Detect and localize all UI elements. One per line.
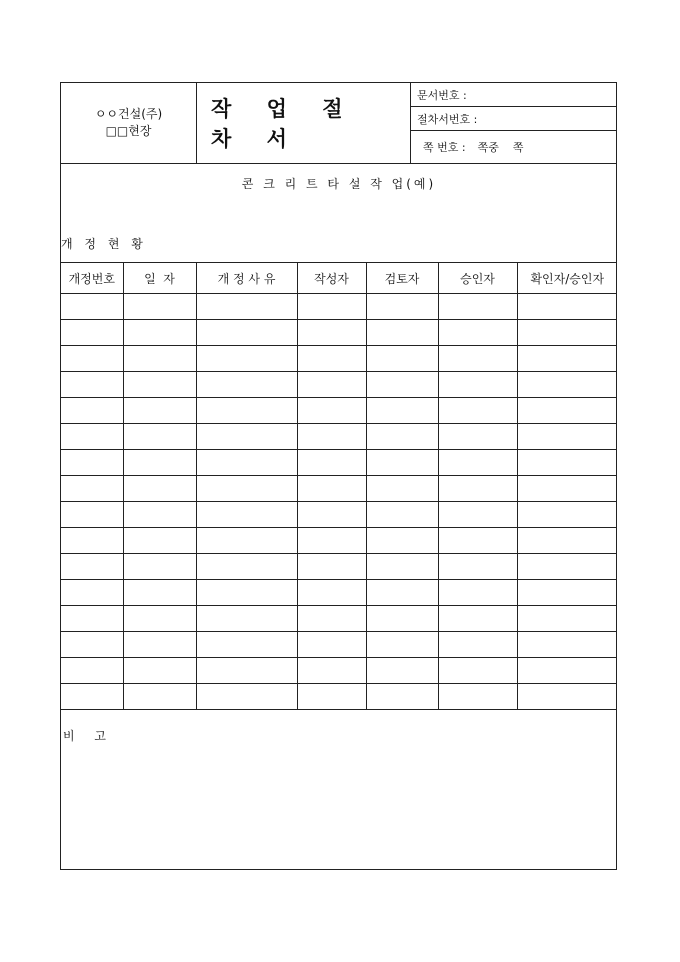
table-cell[interactable]: [438, 580, 517, 606]
table-row: [61, 424, 617, 450]
table-row: [61, 476, 617, 502]
table-cell[interactable]: [438, 424, 517, 450]
table-cell[interactable]: [123, 632, 196, 658]
table-row: [61, 632, 617, 658]
table-cell[interactable]: [123, 476, 196, 502]
table-cell[interactable]: [517, 320, 617, 346]
table-cell[interactable]: [123, 398, 196, 424]
table-cell[interactable]: [366, 424, 438, 450]
table-cell[interactable]: [297, 424, 366, 450]
table-cell[interactable]: [517, 606, 617, 632]
table-cell[interactable]: [61, 450, 123, 476]
column-header: 개 정 사 유: [196, 263, 297, 294]
table-cell[interactable]: [297, 502, 366, 528]
header-divider: [61, 163, 617, 164]
table-cell[interactable]: [366, 320, 438, 346]
table-row: [61, 346, 617, 372]
table-cell[interactable]: [517, 684, 617, 710]
table-row: [61, 658, 617, 684]
table-cell[interactable]: [61, 580, 123, 606]
table-cell[interactable]: [61, 476, 123, 502]
table-cell[interactable]: [517, 502, 617, 528]
table-cell[interactable]: [61, 320, 123, 346]
table-row: [61, 398, 617, 424]
table-cell[interactable]: [438, 528, 517, 554]
table-cell[interactable]: [438, 294, 517, 320]
table-cell[interactable]: [438, 632, 517, 658]
table-cell[interactable]: [366, 632, 438, 658]
table-cell[interactable]: [517, 372, 617, 398]
table-cell[interactable]: [517, 346, 617, 372]
table-cell[interactable]: [61, 372, 123, 398]
table-cell[interactable]: [196, 346, 297, 372]
table-cell[interactable]: [366, 294, 438, 320]
table-cell[interactable]: [61, 632, 123, 658]
table-cell[interactable]: [438, 320, 517, 346]
table-cell[interactable]: [61, 684, 123, 710]
table-cell[interactable]: [366, 502, 438, 528]
table-row: [61, 372, 617, 398]
table-cell[interactable]: [123, 320, 196, 346]
table-cell[interactable]: [61, 346, 123, 372]
table-cell[interactable]: [517, 658, 617, 684]
table-cell[interactable]: [297, 476, 366, 502]
revision-table-header: [61, 263, 617, 294]
document-title: 작 업 절 차 서: [197, 83, 411, 163]
table-cell[interactable]: [196, 476, 297, 502]
table-cell[interactable]: [61, 294, 123, 320]
column-header: 개정번호: [61, 263, 123, 294]
table-cell[interactable]: [196, 606, 297, 632]
table-row: [61, 528, 617, 554]
table-cell[interactable]: [297, 632, 366, 658]
company-name: ㅇㅇ건설(주): [94, 107, 163, 121]
table-cell[interactable]: [61, 606, 123, 632]
table-cell[interactable]: [366, 476, 438, 502]
table-cell[interactable]: [366, 684, 438, 710]
table-cell[interactable]: [61, 554, 123, 580]
table-cell[interactable]: [123, 346, 196, 372]
table-cell[interactable]: [438, 398, 517, 424]
table-cell[interactable]: [366, 554, 438, 580]
table-cell[interactable]: [517, 476, 617, 502]
table-cell[interactable]: [366, 580, 438, 606]
table-cell[interactable]: [123, 554, 196, 580]
table-cell[interactable]: [297, 450, 366, 476]
table-cell[interactable]: [297, 528, 366, 554]
table-cell[interactable]: [366, 398, 438, 424]
site-name: □□현장: [105, 124, 152, 138]
table-cell[interactable]: [517, 398, 617, 424]
table-cell[interactable]: [123, 450, 196, 476]
table-cell[interactable]: [123, 580, 196, 606]
table-cell[interactable]: [366, 346, 438, 372]
table-cell[interactable]: [438, 554, 517, 580]
table-cell[interactable]: [517, 528, 617, 554]
table-row: [61, 684, 617, 710]
table-cell[interactable]: [438, 450, 517, 476]
table-cell[interactable]: [297, 320, 366, 346]
table-cell[interactable]: [196, 554, 297, 580]
table-cell[interactable]: [366, 606, 438, 632]
procedure-number-field[interactable]: 절차서번호 :: [411, 107, 617, 131]
table-cell[interactable]: [297, 294, 366, 320]
table-cell[interactable]: [123, 658, 196, 684]
table-row: [61, 580, 617, 606]
table-cell[interactable]: [438, 372, 517, 398]
revision-table: [61, 262, 617, 710]
table-cell[interactable]: [61, 424, 123, 450]
table-cell[interactable]: [297, 372, 366, 398]
column-header: 검토자: [366, 263, 438, 294]
table-cell[interactable]: [196, 372, 297, 398]
table-row: [61, 450, 617, 476]
table-cell[interactable]: [366, 528, 438, 554]
column-header: 승인자: [438, 263, 517, 294]
page-number-label: 쪽 번호 :: [423, 141, 466, 154]
table-cell[interactable]: [196, 320, 297, 346]
table-cell[interactable]: [297, 658, 366, 684]
table-cell[interactable]: [196, 398, 297, 424]
table-cell[interactable]: [123, 606, 196, 632]
table-cell[interactable]: [123, 528, 196, 554]
table-cell[interactable]: [123, 424, 196, 450]
table-cell[interactable]: [517, 424, 617, 450]
table-cell[interactable]: [196, 294, 297, 320]
table-cell[interactable]: [196, 684, 297, 710]
table-cell[interactable]: [123, 502, 196, 528]
table-cell[interactable]: [123, 372, 196, 398]
table-cell[interactable]: [61, 398, 123, 424]
table-cell[interactable]: [61, 502, 123, 528]
table-cell[interactable]: [517, 580, 617, 606]
column-header: 일 자: [123, 263, 196, 294]
table-cell[interactable]: [366, 658, 438, 684]
table-cell[interactable]: [366, 372, 438, 398]
table-row: [61, 554, 617, 580]
doc-number-field[interactable]: 문서번호 :: [411, 83, 617, 107]
table-cell[interactable]: [196, 632, 297, 658]
table-cell[interactable]: [438, 658, 517, 684]
work-subtitle: 콘 크 리 트 타 설 작 업(예): [241, 177, 437, 191]
table-cell[interactable]: [438, 684, 517, 710]
table-cell[interactable]: [196, 424, 297, 450]
table-cell[interactable]: [517, 632, 617, 658]
table-cell[interactable]: [366, 450, 438, 476]
procedure-document-form: [60, 82, 617, 870]
table-cell[interactable]: [438, 346, 517, 372]
table-cell[interactable]: [297, 580, 366, 606]
company-block: [61, 83, 197, 163]
table-cell[interactable]: [196, 450, 297, 476]
table-row: [61, 294, 617, 320]
table-cell[interactable]: [196, 528, 297, 554]
revision-status-heading: 개 정 현 황: [61, 237, 147, 251]
table-row: [61, 606, 617, 632]
table-cell[interactable]: [517, 294, 617, 320]
table-cell[interactable]: [517, 450, 617, 476]
table-row: [61, 320, 617, 346]
table-cell[interactable]: [297, 554, 366, 580]
table-cell[interactable]: [438, 606, 517, 632]
table-cell[interactable]: [297, 606, 366, 632]
page-number-field[interactable]: [411, 131, 617, 163]
column-header: 작성자: [297, 263, 366, 294]
table-cell[interactable]: [297, 398, 366, 424]
table-cell[interactable]: [517, 554, 617, 580]
column-header: 확인자/승인자: [517, 263, 617, 294]
remarks-label: 비 고: [63, 729, 114, 743]
table-cell[interactable]: [297, 684, 366, 710]
table-cell[interactable]: [123, 294, 196, 320]
document-info-block: [411, 83, 617, 163]
table-cell[interactable]: [61, 528, 123, 554]
table-cell[interactable]: [196, 580, 297, 606]
table-cell[interactable]: [123, 684, 196, 710]
table-cell[interactable]: [196, 658, 297, 684]
page-total-label: 쪽중 쪽: [477, 141, 524, 154]
table-row: [61, 502, 617, 528]
table-cell[interactable]: [297, 346, 366, 372]
table-cell[interactable]: [196, 502, 297, 528]
table-cell[interactable]: [438, 502, 517, 528]
table-cell[interactable]: [438, 476, 517, 502]
table-cell[interactable]: [61, 658, 123, 684]
